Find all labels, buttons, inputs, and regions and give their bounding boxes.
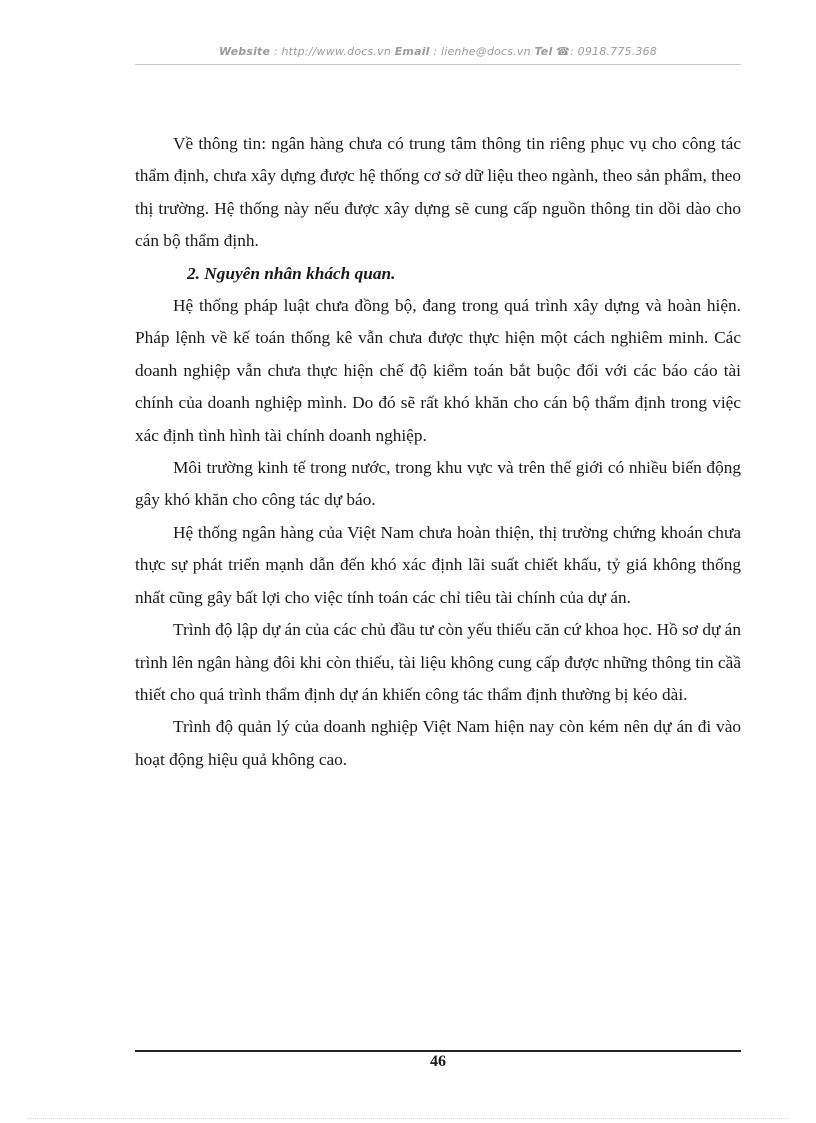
email-value: : lienhe@docs.vn <box>429 45 535 58</box>
page-bottom-border <box>28 1118 788 1119</box>
page-header <box>135 45 741 58</box>
tel-value: : 0918.775.368 <box>570 45 658 58</box>
section-heading-objective-causes: 2. Nguyên nhân khách quan. <box>187 263 396 283</box>
footer-divider <box>135 1050 741 1052</box>
paragraph-management-level: Trình độ quản lý của doanh nghiệp Việt Nam hiện nay còn kém nên dự án đi vào hoạt động hiệu quả không cao. <box>135 717 741 769</box>
header-divider <box>135 64 741 65</box>
paragraph-information: Về thông tin: ngân hàng chưa có trung tâm thông tin riêng phục vụ cho công tác thẩm định, chưa xây dựng được hệ thống cơ sở dữ liệu theo ngành, theo sản phẩm, theo thị trường. Hệ thống này nếu được xây dựng sẽ cung cấp nguồn thông tin dồi dào cho cán bộ thẩm định. <box>135 134 741 251</box>
tel-label: Tel <box>534 45 553 58</box>
page-number: 46 <box>430 1053 446 1070</box>
website-value: : http://www.docs.vn <box>270 45 395 58</box>
email-label: Email <box>394 45 430 58</box>
paragraph-legal-system: Hệ thống pháp luật chưa đồng bộ, đang trong quá trình xây dựng và hoàn hiện. Pháp lệnh về kế toán thống kê vẫn chưa được thực hiện một cách nghiêm minh. Các doanh nghiệp vẫn chưa thực hiện chế độ kiểm toán bắt buộc đối với các báo cáo tài chính của doanh nghiệp mình. Do đó sẽ rất khó khăn cho cán bộ thẩm định trong việc xác định tình hình tài chính doanh nghiệp. <box>135 296 741 445</box>
paragraph-economic-environment: Môi trường kinh tế trong nước, trong khu vực và trên thế giới có nhiều biến động gây khó khăn cho công tác dự báo. <box>135 458 741 510</box>
phone-icon: ☎ <box>556 45 571 58</box>
document-body <box>135 128 741 776</box>
paragraph-project-preparation: Trình độ lập dự án của các chủ đầu tư còn yếu thiếu căn cứ khoa học. Hồ sơ dự án trình lên ngân hàng đôi khi còn thiếu, tài liệu không cung cấp được những thông tin cầầ thiết cho quá trình thẩm định dự án khiến công tác thẩm định thường bị kéo dài. <box>135 620 741 704</box>
paragraph-banking-system: Hệ thống ngân hàng của Việt Nam chưa hoàn thiện, thị trường chứng khoán chưa thực sự phát triển mạnh dẫn đến khó xác định lãi suất chiết khấu, tỷ giá không thống nhất cũng gây bất lợi cho việc tính toán các chỉ tiêu tài chính của dự án. <box>135 522 741 607</box>
website-label: Website <box>218 45 271 58</box>
